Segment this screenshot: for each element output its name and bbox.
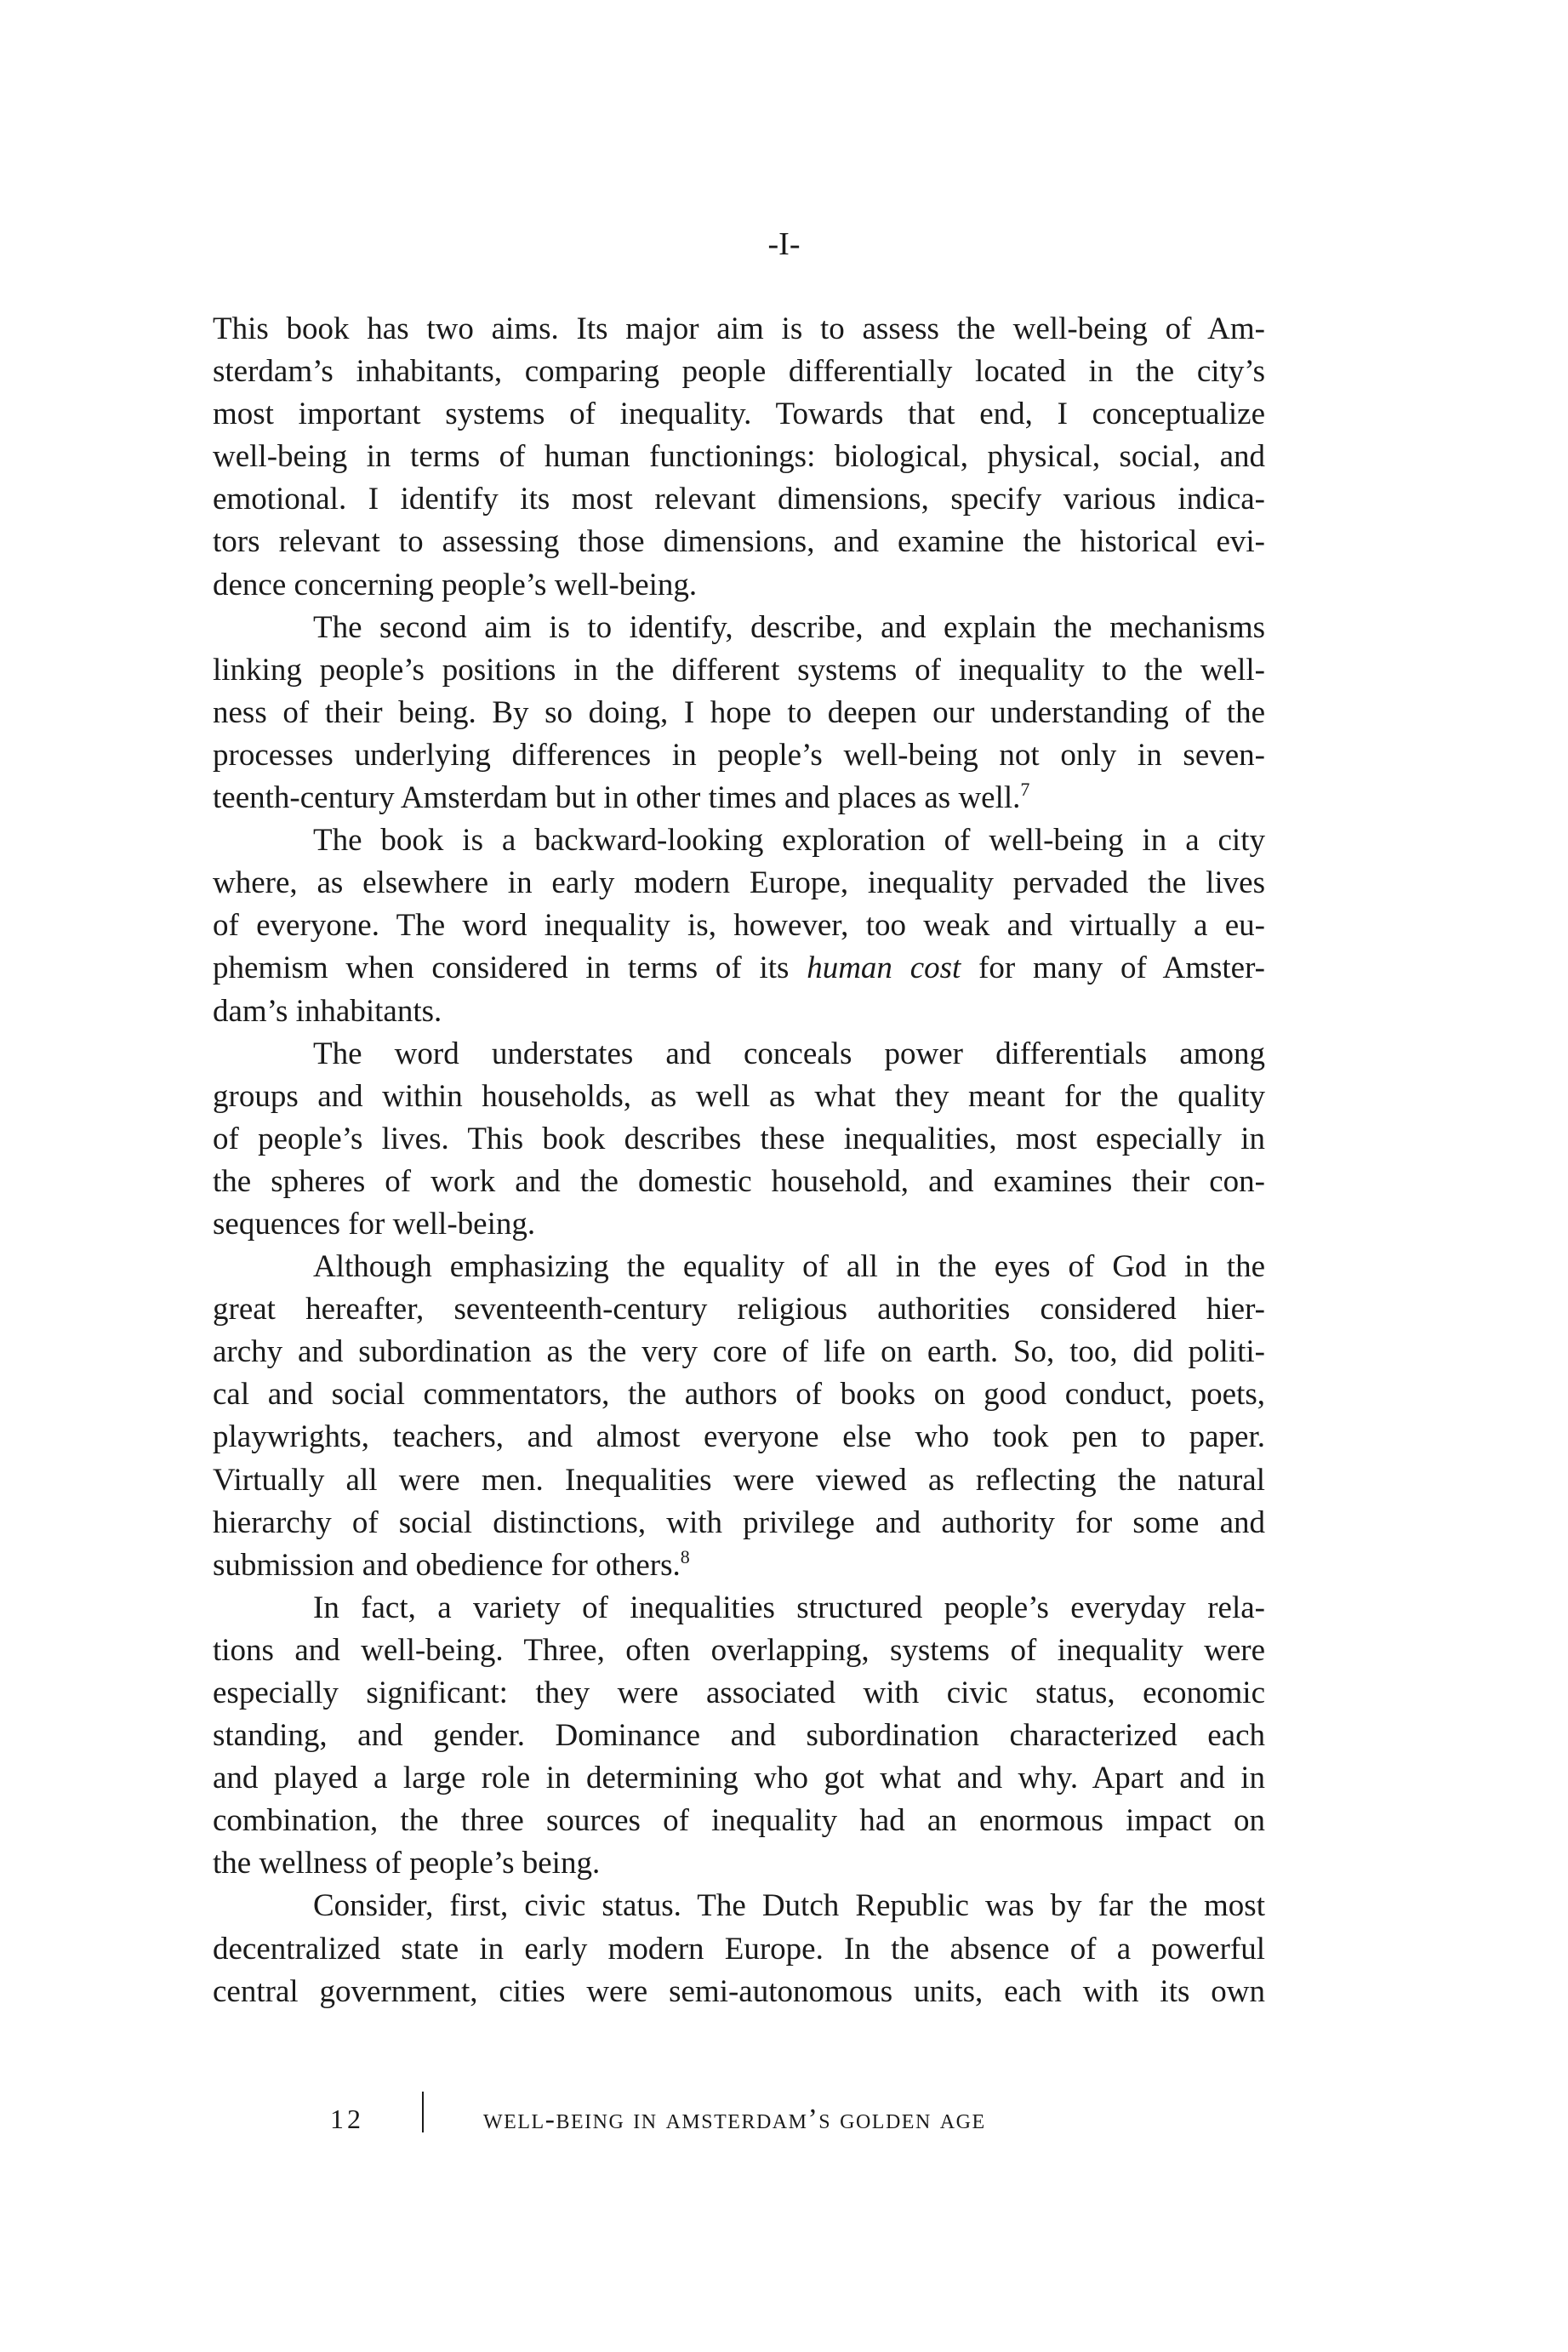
text-line bbox=[213, 862, 1265, 905]
paragraph bbox=[213, 1033, 1265, 1246]
text-segment: Consider, first, civic status. The Dutch Republic was by far the most bbox=[313, 1888, 1265, 1924]
text-line bbox=[213, 1544, 1265, 1587]
body-text bbox=[213, 308, 1265, 2013]
text-segment: submission and obedience for others. bbox=[213, 1547, 681, 1583]
text-segment: standing, and gender. Dominance and subordination characterized each bbox=[213, 1718, 1265, 1754]
text-line bbox=[213, 1076, 1265, 1118]
footnote-marker: 8 bbox=[680, 1545, 690, 1567]
text-line bbox=[213, 1033, 1265, 1076]
text-segment: playwrights, teachers, and almost everyone else who took pen to paper. bbox=[213, 1419, 1265, 1455]
text-line bbox=[213, 1587, 1265, 1630]
text-line bbox=[213, 1246, 1265, 1288]
text-line bbox=[213, 1502, 1265, 1544]
text-line bbox=[213, 947, 1265, 990]
text-line bbox=[213, 1715, 1265, 1757]
text-segment: most important systems of inequality. Towards that end, I conceptualize bbox=[213, 397, 1265, 432]
text-segment: linking people’s positions in the different systems of inequality to the well- bbox=[213, 652, 1265, 688]
text-segment: and played a large role in determining who got what and why. Apart and in bbox=[213, 1761, 1265, 1796]
text-segment: tions and well-being. Three, often overlapping, systems of inequality were bbox=[213, 1632, 1265, 1668]
italic-text: human cost bbox=[807, 951, 961, 986]
text-segment: The second aim is to identify, describe, and explain the mechanisms bbox=[313, 609, 1265, 645]
text-segment: processes underlying differences in people’s well-being not only in seven- bbox=[213, 737, 1265, 773]
text-segment: phemism when considered in terms of its bbox=[213, 951, 807, 986]
text-segment: hierarchy of social distinctions, with privilege and authority for some and bbox=[213, 1504, 1265, 1540]
text-line bbox=[213, 478, 1265, 521]
section-heading: -I- bbox=[767, 226, 801, 262]
text-segment: cal and social commentators, the authors of books on good conduct, poets, bbox=[213, 1377, 1265, 1413]
text-segment: Virtually all were men. Inequalities were viewed as reflecting the natural bbox=[213, 1462, 1265, 1498]
text-segment: where, as elsewhere in early modern Europe, inequality pervaded the lives bbox=[213, 865, 1265, 901]
text-segment: dam’s inhabitants. bbox=[213, 993, 442, 1029]
text-line bbox=[213, 564, 1265, 607]
running-title: well-being in amsterdam’s golden age bbox=[483, 2104, 986, 2135]
text-segment: Although emphasizing the equality of all in the eyes of God in the bbox=[313, 1249, 1265, 1285]
text-segment: of people’s lives. This book describes these inequalities, most especially in bbox=[213, 1121, 1265, 1156]
text-line bbox=[213, 819, 1265, 862]
text-line bbox=[213, 692, 1265, 734]
text-line bbox=[213, 1288, 1265, 1331]
text-segment: ness of their being. By so doing, I hope to deepen our understanding of the bbox=[213, 694, 1265, 730]
footnote-marker: 7 bbox=[1020, 779, 1030, 801]
text-line bbox=[213, 1757, 1265, 1800]
text-line bbox=[213, 521, 1265, 563]
text-line bbox=[213, 1373, 1265, 1416]
text-segment: dence concerning people’s well-being. bbox=[213, 567, 698, 602]
text-line bbox=[213, 734, 1265, 777]
text-segment: This book has two aims. Its major aim is to assess the well-being of Am- bbox=[213, 311, 1265, 346]
text-segment: the wellness of people’s being. bbox=[213, 1846, 601, 1881]
text-segment: emotional. I identify its most relevant dimensions, specify various indica- bbox=[213, 482, 1265, 517]
paragraph bbox=[213, 819, 1265, 1032]
text-line bbox=[213, 1118, 1265, 1161]
text-segment: In fact, a variety of inequalities structured people’s everyday rela- bbox=[313, 1590, 1265, 1625]
text-line bbox=[213, 777, 1265, 819]
text-line bbox=[213, 436, 1265, 478]
paragraph bbox=[213, 1885, 1265, 2012]
text-line bbox=[213, 1842, 1265, 1885]
text-segment: sterdam’s inhabitants, comparing people differentially located in the city’s bbox=[213, 354, 1265, 390]
text-line bbox=[213, 1331, 1265, 1373]
text-line bbox=[213, 1971, 1265, 2013]
text-segment: groups and within households, as well as what they meant for the quality bbox=[213, 1078, 1265, 1114]
paragraph bbox=[213, 1587, 1265, 1886]
text-line bbox=[213, 990, 1265, 1033]
text-segment: teenth-century Amsterdam but in other times and places as well. bbox=[213, 780, 1021, 816]
text-segment: well-being in terms of human functionings: biological, physical, social, and bbox=[213, 439, 1265, 475]
text-segment: central government, cities were semi-autonomous units, each with its own bbox=[213, 1973, 1265, 2009]
text-line bbox=[213, 1203, 1265, 1246]
text-segment: especially significant: they were associated with civic status, economic bbox=[213, 1676, 1265, 1710]
text-line bbox=[213, 1416, 1265, 1459]
footer-divider bbox=[422, 2092, 424, 2132]
text-segment: sequences for well-being. bbox=[213, 1206, 536, 1242]
page-number: 12 bbox=[330, 2104, 364, 2134]
paragraph bbox=[213, 607, 1265, 819]
text-segment: decentralized state in early modern Europe. In the absence of a powerful bbox=[213, 1931, 1265, 1967]
paragraph bbox=[213, 308, 1265, 607]
text-segment: The word understates and conceals power differentials among bbox=[313, 1036, 1265, 1071]
text-line bbox=[213, 649, 1265, 692]
text-line bbox=[213, 351, 1265, 393]
paragraph bbox=[213, 1246, 1265, 1587]
text-line bbox=[213, 1630, 1265, 1672]
text-line bbox=[213, 1672, 1265, 1715]
text-line bbox=[213, 308, 1265, 351]
text-segment: The book is a backward-looking exploration of well-being in a city bbox=[313, 823, 1265, 859]
text-line bbox=[213, 1161, 1265, 1203]
text-segment: archy and subordination as the very core of life on earth. So, too, did politi- bbox=[213, 1334, 1265, 1370]
text-line bbox=[213, 393, 1265, 436]
text-line bbox=[213, 607, 1265, 649]
text-segment: the spheres of work and the domestic household, and examines their con- bbox=[213, 1163, 1265, 1199]
text-segment: tors relevant to assessing those dimensions, and examine the historical evi- bbox=[213, 524, 1265, 560]
text-line bbox=[213, 1800, 1265, 1842]
text-segment: great hereafter, seventeenth-century religious authorities considered hier- bbox=[213, 1292, 1265, 1327]
text-segment: for many of Amster- bbox=[961, 951, 1265, 986]
text-line bbox=[213, 905, 1265, 947]
text-line bbox=[213, 1459, 1265, 1502]
text-line bbox=[213, 1885, 1265, 1927]
text-segment: of everyone. The word inequality is, however, too weak and virtually a eu- bbox=[213, 908, 1265, 944]
text-line bbox=[213, 1928, 1265, 1971]
text-segment: combination, the three sources of inequality had an enormous impact on bbox=[213, 1803, 1265, 1839]
